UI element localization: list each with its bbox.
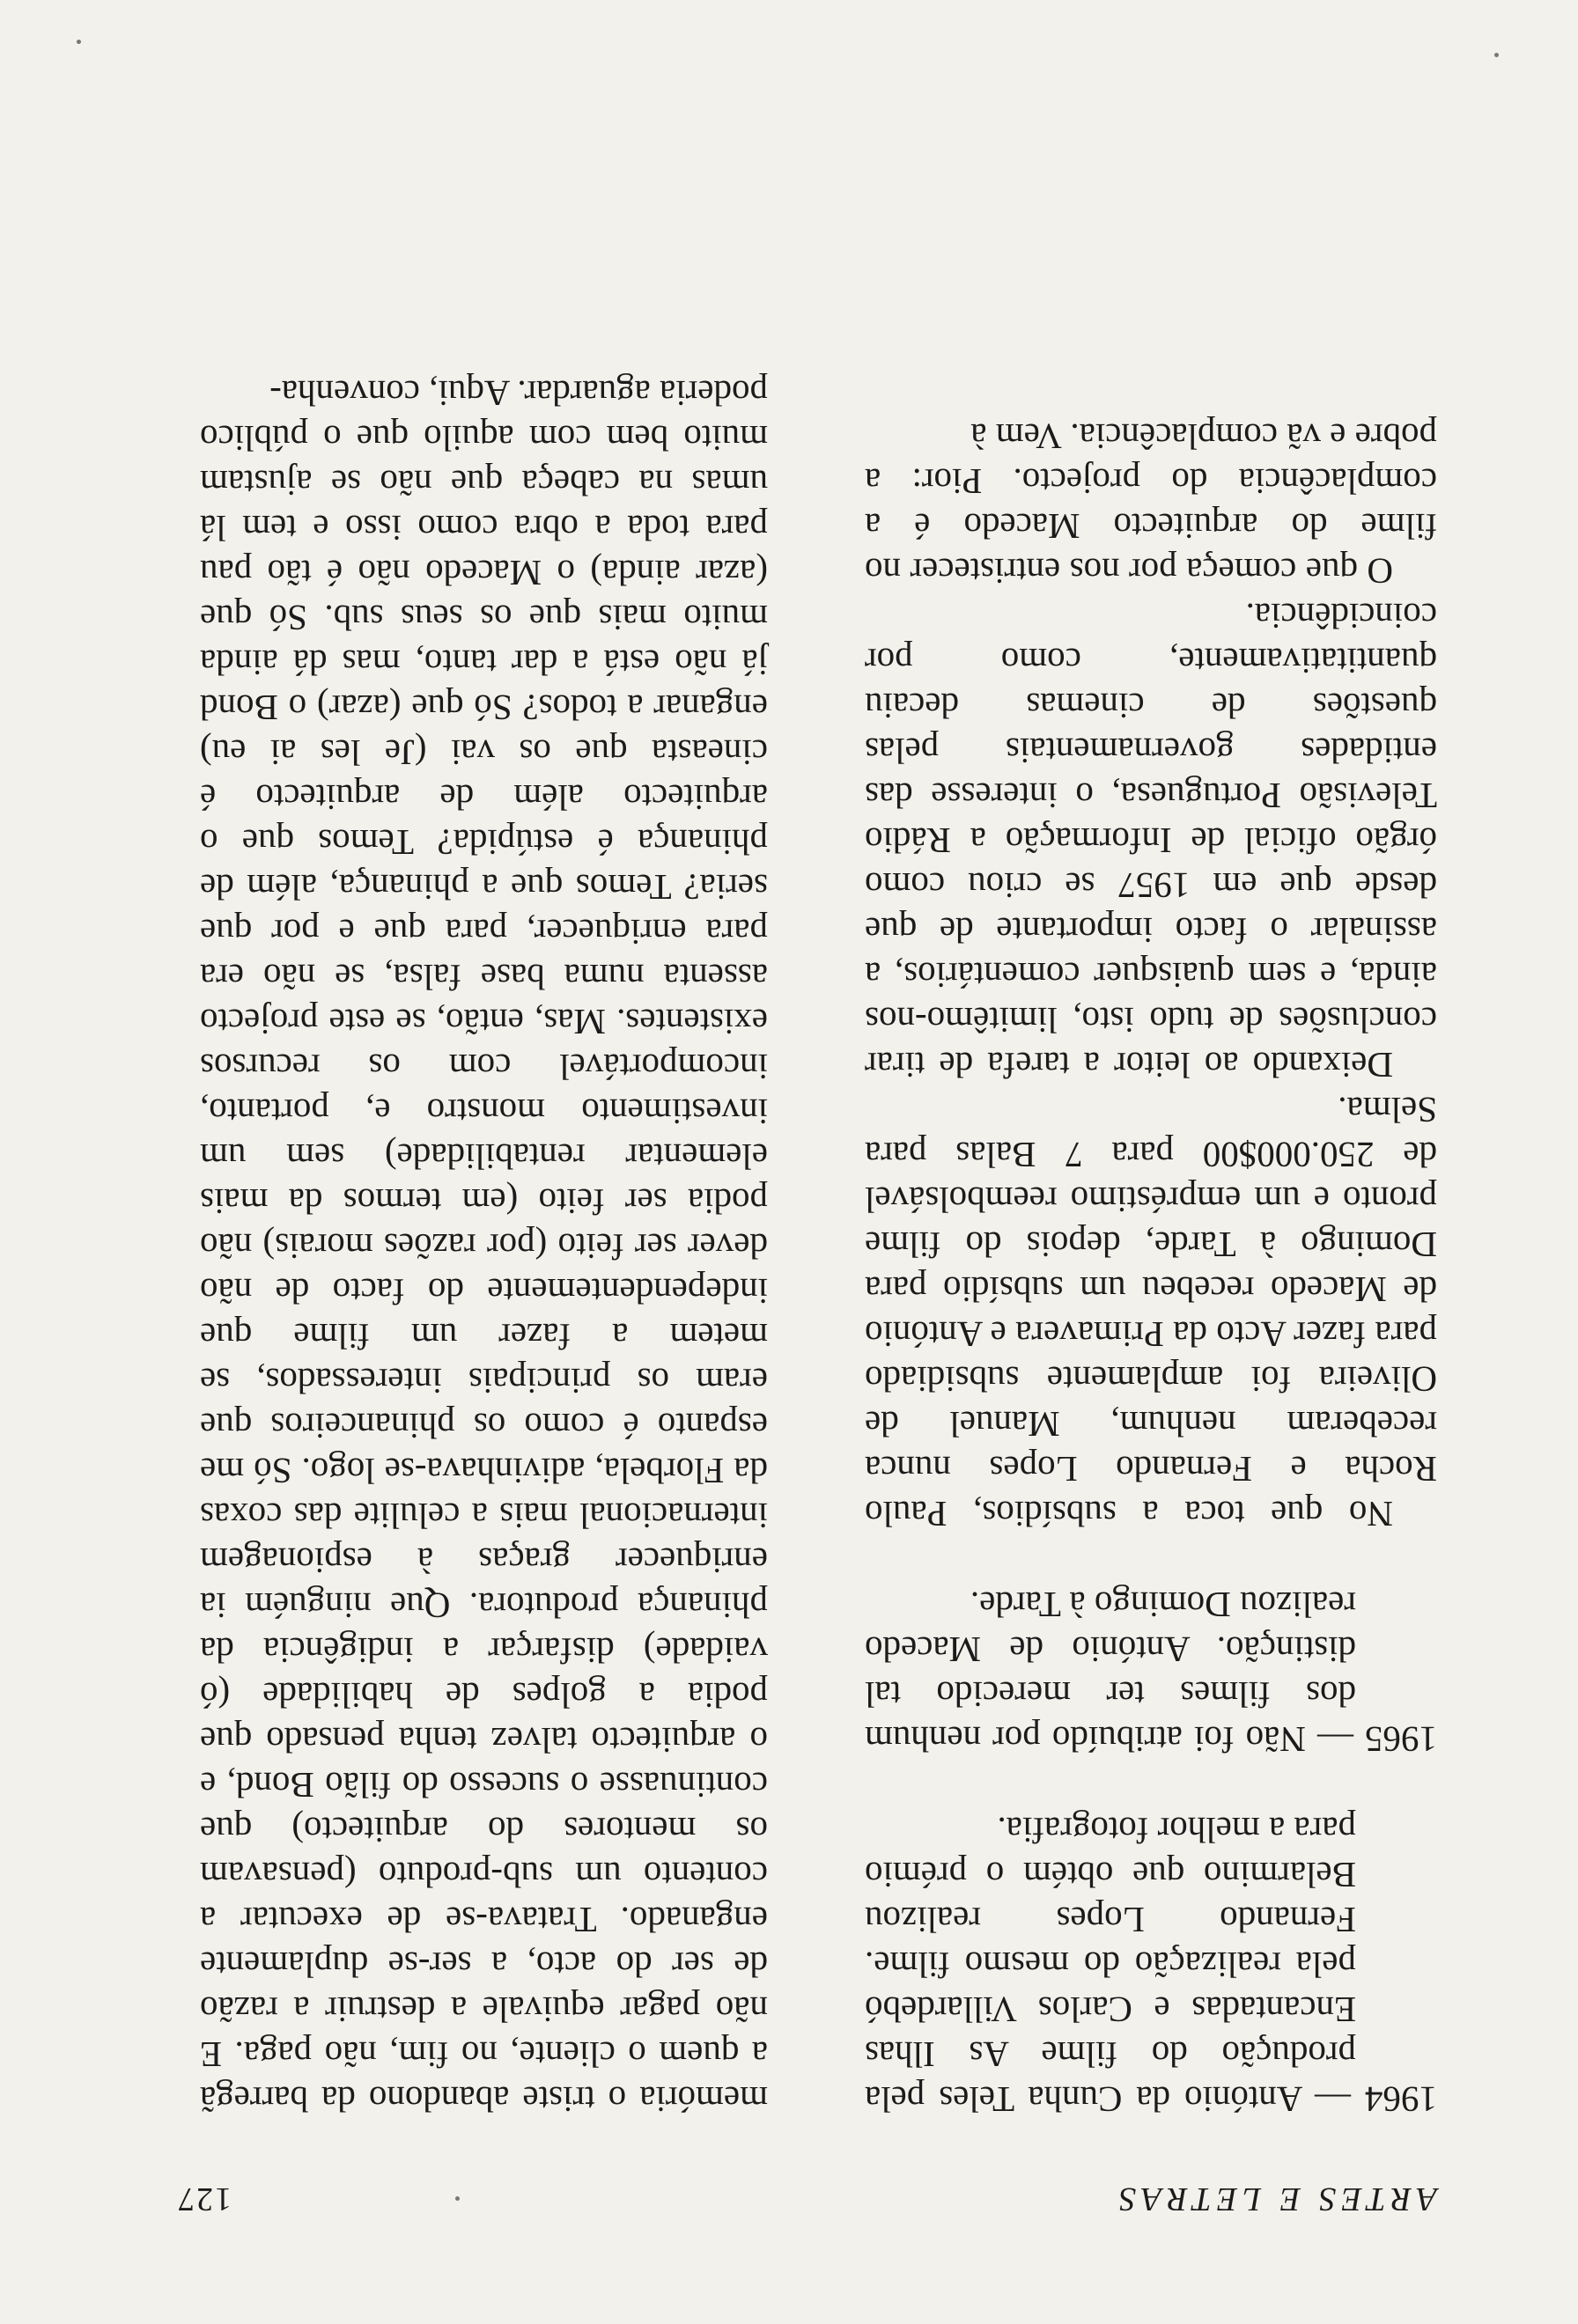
- paragraph-subsidies: No que toca a subsídios, Paulo Rocha e Fernando Lopes nunca receberam nenhum, Manuel de Oliveira foi amplamente subsidiado para fazer Acto da Primavera e António de Macedo recebeu um subsídio para Domingo à Tarde, depois do filme pronto e um empréstimo reembolsável de 250.000$00 para 7 Balas para Selma.: [865, 1090, 1437, 1534]
- prize-entry-1964: 1964 — António da Cunha Teles pela produção do filme As Ilhas Encantadas e Carlos Villardebó pela realização do mesmo filme. Fernando Lopes realizou Belarmino que obtém o prémio para a melhor fotografia.: [865, 1810, 1437, 2120]
- dust-speck: [77, 40, 81, 44]
- page-header: [176, 2166, 1437, 2218]
- running-head: ARTES E LETRAS: [1114, 2181, 1437, 2217]
- paragraph-review-opening: O que começa por nos entristecer no filme do arquitecto Macedo é a complacência do projecto. Pior: a pobre e vã complacência. Vem à: [865, 416, 1437, 592]
- paragraph-conclusions: Deixando ao leitor a tarefa de tirar conclusões de tudo isto, limitêmo-nos ainda, e sem quaisquer comentários, a assinalar o facto importante de que desde que em 1957 se criou como órgão oficial de Informação a Rádio Televisão Portuguesa, o interesse das entidades governamentais pelas questões de cinemas decaiu quantitativamente, como por coincidência.: [865, 596, 1437, 1085]
- page-number: 127: [176, 2181, 232, 2217]
- dust-speck: [455, 2196, 460, 2201]
- right-column: [200, 371, 768, 2122]
- dust-speck: [1494, 53, 1499, 57]
- prize-entry-1965: 1965 — Não foi atribuído por nenhum dos filmes ter merecido tal distinção. António de Macedo realizou Domingo à Tarde.: [865, 1585, 1437, 1760]
- left-column: [865, 414, 1437, 2122]
- paragraph-review-continued: memória o triste abandono da barregã a quem o cliente, no fim, não paga. E não pagar equivale a destruir a razão de ser do acto, a ser-se duplamente enganado. Tratava-se de executar a contento um sub-produto (pensavam os mentores do arquitecto) que continuasse o sucesso do filão Bond, e o arquitecto talvez tenha pensado que podia a golpes de habilidade (ó vaidade) disfarçar a indigência da phinança produtora. Que ninguém ia enriquecer graças à espionagem internacional mais a celulite das coxas da Florbela, adivinhava-se logo. Só me espanto é como os phinanceiros que eram os principais interessados, se metem a fazer um filme que independentemente do facto de não dever ser feito (por razões morais) não podia ser feito (em termos da mais elementar rentabilidade) sem um investimento monstro e, portanto, incomportável com os recursos existentes. Mas, então, se este projecto assenta numa base falsa, se não era para enriquecer, para que e por que seria? Temos que a phinança, além de phinança é estúpida? Temos que o arquitecto além de arquitecto é cineasta que os vai (Je les ai eu) enganar a todos? Só que (azar) o Bond já não está a dar tanto, mas dá ainda muito mais que os seus sub. Só que (azar ainda) o Macedo não é tão pau para toda a obra como isso e tem lá umas na cabeça que não se ajustam muito bem com aquilo que o público poderia aguardar. Aqui, convenha-: [200, 373, 768, 2120]
